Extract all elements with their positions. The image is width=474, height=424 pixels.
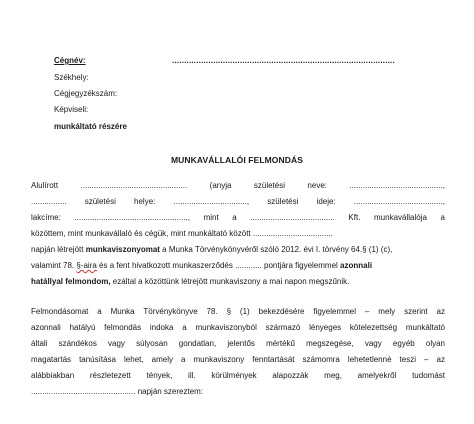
cegnev-label: Cégnév: — [54, 56, 86, 65]
szekhely-label: Székhely: — [54, 73, 89, 82]
para1-line6-spellcheck: §-aira — [76, 261, 97, 270]
munkaltato-reszere: munkáltató részére — [54, 122, 127, 131]
para2-line6: ............................................... napján szereztem: — [31, 387, 204, 396]
para1-line3: lakcíme: ..................................................., mint a ...................................... Kft. munkavállalója a — [31, 213, 445, 222]
para1-line6-c: és a fent hivatkozott munkaszerződés ............ pontjára figyelemmel — [96, 261, 341, 270]
para1-line6 — [31, 261, 372, 271]
para1-line2: ................ születési helye: ................................., születési ideje: ........................................, — [31, 197, 445, 206]
para1-line7-bold: hatállyal felmondom, — [31, 277, 111, 286]
para1-line6-a: valamint 78. — [31, 261, 77, 270]
para2-line3: általi szándékos vagy súlyosan gondatlan, jelentős mértékű megszegése, vagy egyéb olyan — [31, 339, 445, 348]
para2-line5: alábbiakban részletezett tények, ill. körülmények alapozzák meg, amelyekről tudomást — [31, 371, 445, 380]
document-title: MUNKAVÁLLALÓI FELMONDÁS — [171, 155, 303, 165]
cegnev-row — [54, 56, 395, 66]
kepviseli-label: Képviseli: — [54, 105, 89, 114]
para1-line1: Alulírott ................................................ (anyja születési neve: .........................................., — [31, 181, 445, 190]
para1-line7 — [31, 277, 349, 287]
para1-line5-bold: munkaviszonyomat — [85, 245, 160, 254]
para1-line4: közöttem, mint munkavállaló és cégük, mint munkáltató között .................................... — [31, 229, 333, 238]
para1-line7-b: ezáltal a közöttünk létrejött munkaviszony a mai napon megszűnik. — [110, 277, 350, 286]
para1-line5-c: a Munka Törvénykönyvéről szóló 2012. évi I. törvény 64.§ (1) (c), — [159, 245, 393, 254]
para2-line2: azonnali hatályú felmondás indoka a munkaviszonyból származó lényeges kötelezettség munkáltató — [31, 323, 445, 332]
para2-line1: Felmondásomat a Munka Törvénykönyve 78. § (1) bekezdésére figyelemmel – mely szerint az — [31, 307, 445, 316]
para1-line5 — [31, 245, 392, 255]
para1-line6-bold: azonnali — [340, 261, 373, 270]
cegnev-field: ............................................................................................ — [172, 56, 395, 65]
cegjegyzekszam-label: Cégjegyzékszám: — [54, 89, 118, 98]
para2-line4: magatartás tanúsítása lehet, amely a munkaviszony fenntartását számomra lehetetlenné teszi – az — [31, 355, 445, 364]
para1-line5-a: napján létrejött — [31, 245, 86, 254]
